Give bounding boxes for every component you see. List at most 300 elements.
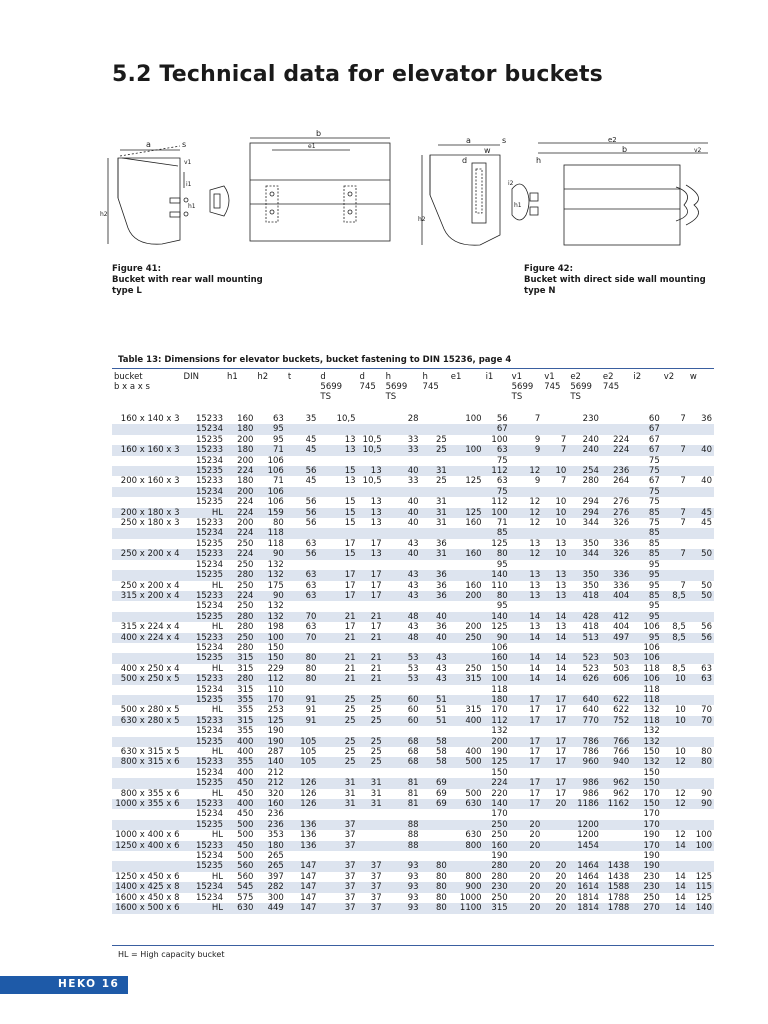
table-cell: 150 [255, 653, 285, 663]
table-row [112, 476, 714, 486]
table-cell: 220 [491, 788, 508, 799]
table-cell: 125 [695, 871, 712, 882]
table-cell: 43 [407, 622, 419, 633]
table-cell: 85 [648, 538, 660, 549]
table-cell: 147 [300, 871, 317, 882]
table-row [112, 799, 714, 809]
table-cell: 190 [643, 830, 660, 841]
table-cell: 25 [358, 757, 384, 767]
table-cell [318, 643, 357, 653]
table-cell [688, 424, 714, 434]
table-cell: 160 [465, 518, 482, 529]
table-cell: 200 [237, 434, 254, 445]
table-cell: 1600 x 450 x 8 [115, 892, 180, 903]
table-cell [112, 570, 182, 580]
table-cell: 294 [568, 508, 601, 518]
table-cell [449, 861, 484, 871]
table-cell [662, 539, 688, 549]
table-cell: 229 [267, 663, 284, 674]
table-cell: 85 [631, 549, 661, 559]
table-cell [662, 560, 688, 570]
table-cell: 200 [237, 455, 254, 466]
table-cell: 190 [643, 851, 660, 862]
table-cell: 8,5 [672, 663, 686, 674]
table-row [112, 622, 714, 632]
table-cell [358, 487, 384, 497]
table-cell: 56 [701, 622, 712, 633]
table-cell: 336 [613, 580, 630, 591]
table-cell: 15234 [195, 642, 223, 653]
table-cell: 170 [631, 841, 661, 851]
table-cell: 270 [631, 903, 661, 913]
table-cell: 125 [695, 892, 712, 903]
table-cell [688, 466, 714, 476]
table-cell: 12 [675, 788, 686, 799]
column-header-line: 5699 [320, 382, 343, 392]
table-cell: 20 [510, 903, 543, 913]
table-cell [510, 528, 543, 538]
table-cell: 545 [225, 882, 255, 892]
table-cell: 85 [631, 591, 661, 601]
table-cell: 7 [680, 476, 686, 487]
table-cell: 1000 [459, 892, 482, 903]
table-cell [358, 851, 384, 861]
table-cell: 13 [344, 434, 356, 445]
table-cell: 15234 [182, 882, 225, 892]
table-cell: 80 [688, 757, 714, 767]
table-cell: 71 [496, 518, 508, 529]
table-cell: 90 [255, 591, 285, 601]
table-cell [662, 612, 688, 622]
table-cell [358, 424, 384, 434]
table-cell: 71 [255, 445, 285, 455]
table-cell [542, 424, 568, 434]
table-cell: 12 [510, 549, 543, 559]
table-cell: 140 [688, 903, 714, 913]
table-cell: 450 [225, 778, 255, 788]
table-cell: 8,5 [672, 622, 686, 633]
table-cell: 7 [534, 414, 541, 424]
table-cell: 63 [273, 414, 284, 424]
table-cell: 15235 [182, 466, 225, 476]
table-cell: 56 [305, 518, 317, 529]
table-cell: 136 [286, 841, 319, 851]
table-cell [286, 768, 319, 778]
table-cell: 160 [449, 549, 484, 559]
table-cell: 200 [449, 591, 484, 601]
table-cell: 75 [484, 487, 510, 497]
table-cell [318, 601, 357, 611]
table-cell: 326 [601, 549, 631, 559]
table-cell: 7 [680, 580, 686, 591]
table-cell: 640 [582, 705, 599, 716]
column-header-line: d [359, 372, 365, 382]
table-cell [568, 726, 601, 736]
table-cell [112, 653, 182, 663]
table-cell: 126 [300, 788, 317, 799]
table-cell: 265 [267, 851, 284, 862]
table-cell: 50 [688, 591, 714, 601]
table-cell [662, 809, 688, 819]
table-cell: 15233 [182, 633, 225, 643]
table-cell: 25 [370, 747, 382, 757]
table-cell: HL [211, 830, 223, 841]
table-cell: 400 [449, 716, 484, 726]
column-header-line: TS [511, 392, 523, 402]
table-cell: 200 x 160 x 3 [120, 476, 180, 487]
table-cell: 51 [435, 705, 447, 716]
table-cell: 118 [267, 538, 284, 549]
table-cell: 315 x 200 x 4 [112, 591, 182, 601]
table-cell: 265 [255, 861, 285, 871]
table-cell: 14 [675, 892, 686, 903]
table-cell: 45 [305, 476, 317, 487]
table-cell: 17 [542, 737, 568, 747]
table-cell: 80 [435, 871, 447, 882]
table-cell: 95 [631, 612, 661, 622]
table-cell [688, 653, 714, 663]
table-cell [601, 685, 631, 695]
table-cell [601, 841, 631, 851]
table-cell [421, 487, 449, 497]
table-cell [662, 851, 688, 861]
table-cell: 15234 [195, 726, 223, 737]
table-row [112, 581, 714, 591]
table-cell: 13 [370, 497, 382, 508]
table-cell: 100 [449, 445, 484, 455]
brand-name: HEKO [58, 978, 97, 990]
table-cell: 25 [421, 445, 449, 455]
table-cell: 100 [688, 841, 714, 851]
table-cell: 523 [582, 663, 599, 674]
table-cell [688, 861, 714, 871]
table-cell: 344 [582, 518, 599, 529]
table-cell: 986 [582, 788, 599, 799]
table-row [112, 809, 714, 819]
table-cell: 21 [358, 653, 384, 663]
table-cell: 37 [358, 861, 384, 871]
table-cell: 93 [384, 903, 421, 913]
table-cell: 17 [370, 580, 382, 591]
column-header-line: 745 [602, 382, 620, 392]
table-cell [449, 456, 484, 466]
table-row [112, 528, 714, 538]
table-cell [688, 560, 714, 570]
table-row [112, 841, 714, 851]
table-cell: 56 [305, 497, 317, 508]
table-cell [112, 601, 182, 611]
table-cell: 17 [555, 788, 567, 799]
table-cell: 63 [305, 538, 317, 549]
table-cell [510, 487, 543, 497]
table-cell: 17 [510, 695, 543, 705]
table-cell: 12 [662, 757, 688, 767]
table-cell: 15234 [182, 487, 225, 497]
table-cell [662, 737, 688, 747]
table-cell: 70 [286, 633, 319, 643]
table-cell: 170 [255, 695, 285, 705]
table-caption: Table 13: Dimensions for elevator buckets, bucket fastening to DIN 15236, page 4 [118, 355, 512, 365]
table-cell [358, 841, 384, 851]
table-cell [318, 424, 357, 434]
fig42-label-v2: v2 [694, 147, 702, 154]
table-cell: 106 [267, 497, 284, 508]
table-cell: 400 [465, 747, 482, 757]
table-cell [688, 497, 714, 507]
table-cell: 10 [662, 716, 688, 726]
table-row [112, 768, 714, 778]
table-cell [112, 528, 182, 538]
table-cell [662, 466, 688, 476]
table-cell [384, 685, 421, 695]
table-cell: 326 [613, 518, 630, 529]
table-cell: 37 [370, 892, 382, 903]
table-cell: 254 [568, 466, 601, 476]
table-cell [358, 560, 384, 570]
table-cell [601, 820, 631, 830]
table-cell [662, 768, 688, 778]
table-row [112, 456, 714, 466]
table-cell: 17 [510, 799, 543, 809]
table-cell: 93 [384, 861, 421, 871]
table-row [112, 830, 714, 840]
table-cell [542, 830, 568, 840]
table-cell: 17 [529, 788, 541, 799]
table-cell: 90 [484, 633, 510, 643]
table-cell: 224 [601, 445, 631, 455]
table-cell: 560 [237, 871, 254, 882]
column-header [358, 372, 384, 414]
fig41-label-s: s [182, 140, 187, 149]
table-cell: 350 [582, 580, 599, 591]
table-row [112, 664, 714, 674]
table-cell: 236 [601, 466, 631, 476]
table-cell: 400 x 250 x 4 [120, 663, 180, 674]
column-header-line: 5699 [511, 382, 534, 392]
table-cell [688, 643, 714, 653]
table-cell: 63 [286, 591, 319, 601]
table-cell: 21 [318, 612, 357, 622]
table-cell: 10,5 [362, 476, 382, 487]
table-cell: 14 [510, 674, 543, 684]
table-cell: 15 [318, 466, 357, 476]
table-cell: 37 [318, 820, 357, 830]
column-header [631, 372, 661, 414]
table-cell: 14 [542, 674, 568, 684]
table-cell: 51 [421, 695, 449, 705]
table-cell [510, 601, 543, 611]
table-cell: 13 [510, 591, 543, 601]
table-cell: 198 [267, 622, 284, 633]
table-cell: 150 [643, 767, 660, 778]
column-header-line: TS [320, 392, 332, 402]
table-cell [601, 768, 631, 778]
table-row [112, 612, 714, 622]
table-cell: 14 [662, 882, 688, 892]
table-cell [449, 726, 484, 736]
table-cell [601, 851, 631, 861]
table-cell: 100 [491, 434, 508, 445]
table-cell [568, 643, 601, 653]
table-cell: 37 [344, 871, 356, 882]
table-cell: 67 [648, 434, 660, 445]
table-cell: 315 [465, 705, 482, 716]
table-row [112, 601, 714, 611]
table-cell [384, 528, 421, 538]
table-cell: 10 [542, 549, 568, 559]
table-cell: 45 [701, 518, 712, 529]
table-cell: 118 [255, 528, 285, 538]
column-header [384, 372, 421, 414]
table-cell [568, 487, 601, 497]
table-cell: 68 [384, 757, 421, 767]
table-cell: 20 [555, 892, 567, 903]
table-cell: 81 [384, 778, 421, 788]
table-cell: 21 [318, 674, 357, 684]
table-cell: 503 [613, 663, 630, 674]
table-cell: HL [211, 747, 223, 757]
column-header-line: 5699 [385, 382, 408, 392]
table-cell: 118 [643, 684, 660, 695]
table-cell: 14 [662, 841, 688, 851]
table-cell: 10 [542, 466, 568, 476]
table-cell: 31 [358, 799, 384, 809]
table-cell [112, 612, 182, 622]
table-cell: 80 [421, 861, 449, 871]
table-cell [449, 768, 484, 778]
table-cell: 106 [631, 653, 661, 663]
table-cell: 280 [225, 612, 255, 622]
table-cell [542, 726, 568, 736]
table-cell: 20 [542, 861, 568, 871]
table-cell: 7 [662, 445, 688, 455]
figure-42-caption-line1: Bucket with direct side wall mounting [524, 275, 706, 285]
table-row [112, 445, 714, 455]
table-cell: 31 [370, 788, 382, 799]
table-cell: 9 [534, 476, 541, 487]
table-cell [384, 643, 421, 653]
figure-42-caption-line2: type N [524, 286, 556, 296]
table-cell: 640 [568, 695, 601, 705]
table-cell [542, 414, 568, 424]
table-cell: 60 [384, 695, 421, 705]
table-cell: 752 [601, 716, 631, 726]
table-cell: 58 [421, 737, 449, 747]
table-cell: 25 [318, 757, 357, 767]
table-cell [449, 851, 484, 861]
fig41-label-i1: i1 [186, 181, 192, 188]
table-cell: 626 [568, 674, 601, 684]
table-cell: 43 [435, 663, 447, 674]
table-cell: 786 [568, 737, 601, 747]
table-cell: 10 [675, 705, 686, 716]
table-cell: 170 [491, 809, 508, 820]
table-cell: 37 [358, 882, 384, 892]
table-cell: 56 [286, 508, 319, 518]
table-cell [358, 820, 384, 830]
table-cell: 70 [701, 705, 712, 716]
table-cell: 1788 [601, 903, 631, 913]
table-cell: 180 [225, 445, 255, 455]
table-cell [358, 809, 384, 819]
table-cell: 159 [255, 508, 285, 518]
table-cell: 224 [225, 508, 255, 518]
table-cell: 1186 [568, 799, 601, 809]
table-cell: 43 [421, 653, 449, 663]
table-cell [568, 768, 601, 778]
table-cell [542, 820, 568, 830]
table-cell: 230 [484, 882, 510, 892]
table-cell: 36 [435, 538, 447, 549]
table-cell: 1464 [577, 871, 599, 882]
column-header [421, 372, 449, 414]
table-cell [358, 726, 384, 736]
table-cell [662, 601, 688, 611]
table-cell [384, 560, 421, 570]
table-cell: 170 [643, 788, 660, 799]
table-cell: 250 [449, 633, 484, 643]
table-cell: 160 [465, 580, 482, 591]
table-cell: 36 [701, 414, 712, 424]
table-cell: 150 [491, 663, 508, 674]
table-cell: 56 [286, 549, 319, 559]
table-cell: 15235 [182, 653, 225, 663]
table-cell: 355 [225, 695, 255, 705]
table-row [112, 747, 714, 757]
column-header-line: b x a x s [114, 382, 150, 392]
table-cell [601, 643, 631, 653]
table-cell: 10 [662, 674, 688, 684]
table-cell: 224 [225, 528, 255, 538]
table-cell [318, 726, 357, 736]
table-cell [688, 456, 714, 466]
table-cell: 21 [318, 633, 357, 643]
table-cell: 115 [688, 882, 714, 892]
table-cell: 36 [421, 591, 449, 601]
table-cell: 63 [484, 445, 510, 455]
table-cell: 230 [582, 414, 599, 424]
table-cell: 13 [510, 570, 543, 580]
table-cell [358, 643, 384, 653]
table-row [112, 685, 714, 695]
table-cell: 13 [529, 622, 541, 633]
table-cell [688, 695, 714, 705]
table-cell [662, 695, 688, 705]
table-cell [318, 560, 357, 570]
table-cell: 15233 [195, 518, 223, 529]
table-cell: 500 x 280 x 5 [120, 705, 180, 716]
table-cell [358, 685, 384, 695]
table-cell [688, 685, 714, 695]
table-cell: 31 [421, 466, 449, 476]
column-header [510, 372, 543, 414]
table-cell: 250 [237, 538, 254, 549]
table-cell [421, 424, 449, 434]
table-cell: 58 [421, 757, 449, 767]
table-cell: 15233 [195, 476, 223, 487]
table-cell [601, 424, 631, 434]
table-cell: 630 [465, 830, 482, 841]
table-cell [601, 414, 631, 424]
table-cell: 17 [510, 778, 543, 788]
table-row [112, 893, 714, 903]
table-cell: 17 [510, 757, 543, 767]
table-cell [449, 820, 484, 830]
table-cell: 17 [510, 716, 543, 726]
table-cell: 21 [318, 653, 357, 663]
table-cell [112, 861, 182, 871]
fig42-label-h1: h1 [514, 202, 522, 209]
